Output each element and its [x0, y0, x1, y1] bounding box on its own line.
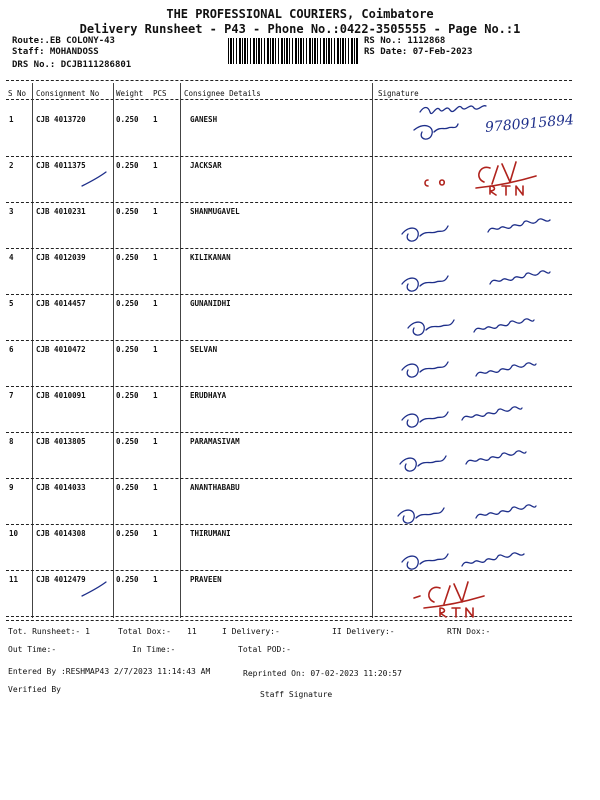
total-runsheet: Tot. Runsheet:- 1 — [8, 627, 90, 636]
row-weight: 0.250 — [116, 207, 139, 216]
drs-number: DRS No.: DCJB111286801 — [12, 60, 132, 70]
handwritten-signature — [396, 442, 566, 482]
barcode — [228, 38, 358, 64]
row-pcs: 1 — [153, 115, 158, 124]
total-dox-value: 11 — [187, 627, 197, 636]
table-top-rule — [6, 80, 572, 81]
row-consignment-no: CJB 4014457 — [36, 299, 86, 308]
row-consignment-no: CJB 4012039 — [36, 253, 86, 262]
document-subtitle: Delivery Runsheet - P43 - Phone No.:0422-3505555 - Page No.:1 — [79, 22, 521, 36]
col-header-pcs: PCS — [153, 89, 167, 98]
row-weight: 0.250 — [116, 253, 139, 262]
row-sno: 2 — [9, 161, 14, 170]
handwritten-signature — [398, 348, 578, 388]
row-sno: 10 — [9, 529, 19, 538]
rtn-mark — [410, 580, 520, 622]
row-consignment-no: CJB 4010231 — [36, 207, 86, 216]
row-consignee-name: JACKSAR — [190, 161, 222, 170]
row-sno: 7 — [9, 391, 14, 400]
row-pcs: 1 — [153, 391, 158, 400]
row-consignment-no: CJB 4013720 — [36, 115, 86, 124]
row-separator — [6, 156, 572, 157]
row-weight: 0.250 — [116, 299, 139, 308]
row-pcs: 1 — [153, 345, 158, 354]
row-consignment-no: CJB 4014033 — [36, 483, 86, 492]
row-pcs: 1 — [153, 299, 158, 308]
col-header-weight: Weight — [116, 89, 144, 98]
handwritten-signature — [394, 494, 574, 534]
rtn-dox: RTN Dox:- — [447, 627, 491, 636]
route-label: Route:.EB COLONY-43 — [12, 36, 115, 46]
row-pcs: 1 — [153, 207, 158, 216]
row-consignee-name: PRAVEEN — [190, 575, 222, 584]
row-consignee-name: SELVAN — [190, 345, 218, 354]
row-consignment-no: CJB 4010091 — [36, 391, 86, 400]
handwritten-signature — [404, 306, 574, 346]
document-title: THE PROFESSIONAL COURIERS, Coimbatore — [166, 7, 434, 21]
row-pcs: 1 — [153, 575, 158, 584]
row-consignee-name: ERUDHAYA — [190, 391, 227, 400]
row-sno: 6 — [9, 345, 14, 354]
handwritten-signature — [398, 212, 568, 252]
row-pcs: 1 — [153, 483, 158, 492]
column-divider — [113, 83, 114, 618]
row-consignee-name: GANESH — [190, 115, 218, 124]
col-header-sno: S No — [8, 89, 27, 98]
row-weight: 0.250 — [116, 575, 139, 584]
rs-number: RS No.: 1112868 — [364, 36, 446, 46]
row-pcs: 1 — [153, 161, 158, 170]
col-header-consignee: Consignee Details — [184, 89, 261, 98]
reprinted-on: Reprinted On: 07-02-2023 11:20:57 — [243, 669, 402, 678]
row-sno: 1 — [9, 115, 14, 124]
row-consignment-no: CJB 4014308 — [36, 529, 86, 538]
row-weight: 0.250 — [116, 161, 139, 170]
tick-mark — [80, 170, 110, 190]
row-sno: 9 — [9, 483, 14, 492]
row-consignee-name: SHANMUGAVEL — [190, 207, 240, 216]
row-consignee-name: PARAMASIVAM — [190, 437, 240, 446]
col-header-consignment: Consignment No — [36, 89, 100, 98]
handwritten-signature — [398, 262, 568, 302]
row-pcs: 1 — [153, 253, 158, 262]
ii-delivery: II Delivery:- — [332, 627, 395, 636]
row-consignment-no: CJB 4011375 — [36, 161, 86, 170]
row-consignment-no: CJB 4010472 — [36, 345, 86, 354]
handwritten-signature — [398, 398, 568, 438]
col-header-signature: Signature — [378, 89, 419, 98]
row-sno: 8 — [9, 437, 14, 446]
row-consignment-no: CJB 4012479 — [36, 575, 86, 584]
in-time: In Time:- — [132, 645, 176, 654]
row-pcs: 1 — [153, 529, 158, 538]
table-bottom-rule — [6, 620, 572, 621]
column-divider — [180, 83, 181, 618]
row-weight: 0.250 — [116, 115, 139, 124]
row-weight: 0.250 — [116, 391, 139, 400]
handwritten-phone: 9780915894 — [484, 112, 575, 136]
out-time: Out Time:- — [8, 645, 57, 654]
row-weight: 0.250 — [116, 483, 139, 492]
row-sno: 3 — [9, 207, 14, 216]
total-dox-label: Total Dox:- — [118, 627, 171, 636]
entered-by: Entered By :RESHMAP43 2/7/2023 11:14:43 AM — [8, 667, 211, 676]
row-consignee-name: ANANTHABABU — [190, 483, 240, 492]
row-weight: 0.250 — [116, 437, 139, 446]
staff-signature-label: Staff Signature — [260, 690, 333, 699]
staff-label: Staff: MOHANDOSS — [12, 47, 99, 57]
column-divider — [32, 83, 33, 618]
handwritten-signature — [398, 540, 568, 580]
column-divider — [372, 83, 373, 618]
total-pod: Total POD:- — [238, 645, 291, 654]
row-sno: 4 — [9, 253, 14, 262]
row-pcs: 1 — [153, 437, 158, 446]
row-weight: 0.250 — [116, 345, 139, 354]
row-sno: 5 — [9, 299, 14, 308]
rtn-mark — [420, 160, 550, 205]
row-consignee-name: GUNANIDHI — [190, 299, 231, 308]
rs-date: RS Date: 07-Feb-2023 — [364, 47, 473, 57]
tick-mark — [80, 580, 110, 600]
row-consignee-name: KILIKANAN — [190, 253, 231, 262]
row-consignment-no: CJB 4013805 — [36, 437, 86, 446]
row-consignee-name: THIRUMANI — [190, 529, 231, 538]
row-weight: 0.250 — [116, 529, 139, 538]
row-sno: 11 — [9, 575, 19, 584]
i-delivery: I Delivery:- — [222, 627, 280, 636]
verified-by: Verified By — [8, 685, 61, 694]
